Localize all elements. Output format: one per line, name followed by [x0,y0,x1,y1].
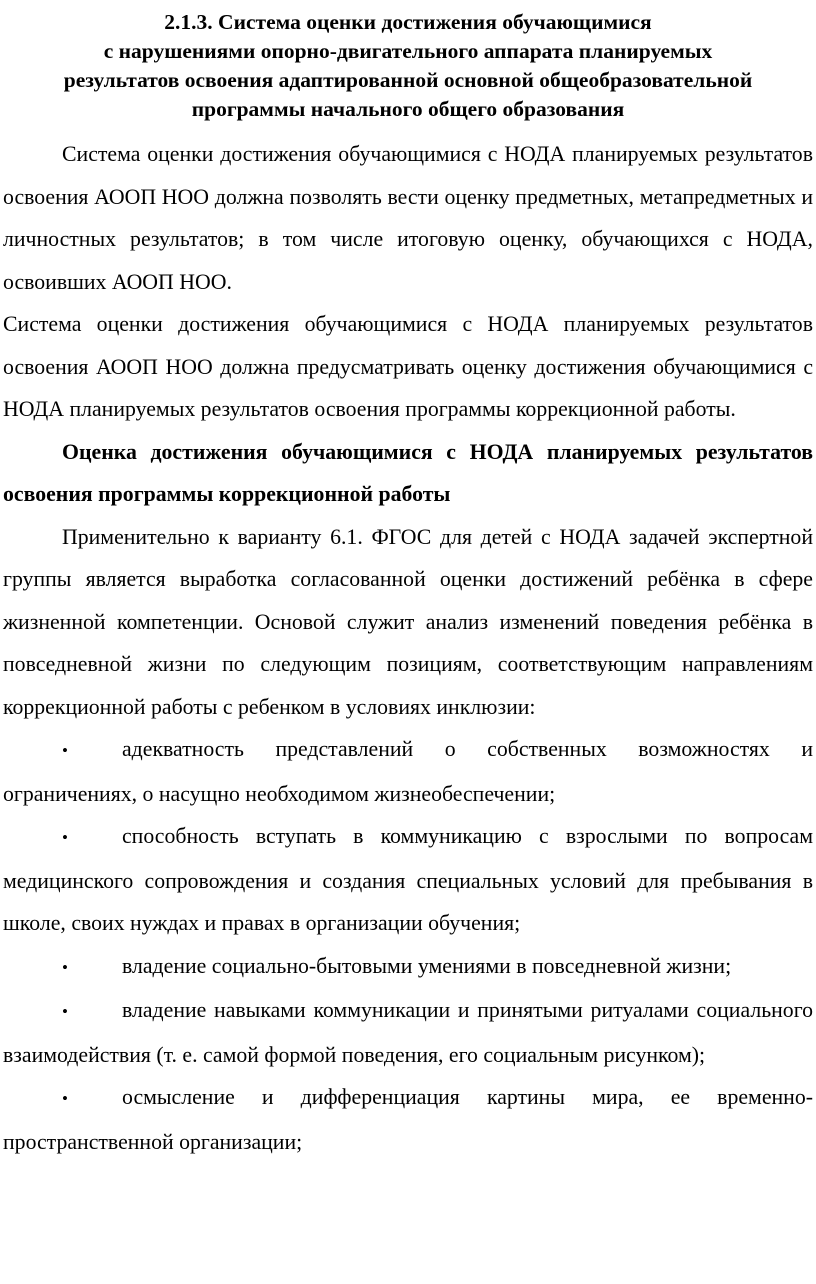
bullet-icon: • [62,1089,68,1108]
list-item [3,945,813,990]
list-item-text: владение социально-бытовыми умениями в повседневной жизни; [122,953,732,978]
document-page [3,0,813,1163]
bullet-icon: • [62,828,68,847]
heading-line-2: с нарушениями опорно-двигательного аппарата планируемых [103,39,713,63]
bullet-icon: • [62,741,68,760]
bullet-icon: • [62,957,68,977]
heading-line-4: программы начального общего образования [191,97,625,121]
heading-line-1: 2.1.3. Система оценки достижения обучающимися [164,10,652,34]
competence-list [3,728,813,1163]
section-heading [3,8,813,124]
bullet-icon: • [62,1002,68,1021]
paragraph-correction-program: Система оценки достижения обучающимися с НОДА планируемых результатов освоения АООП НОО должна предусматривать оценку достижения обучающимися с НОДА планируемых результатов освоения программы коррекционной работы. [3,312,813,421]
list-item-text: осмысление и дифференциация картины мира, ее временно-пространственной организации; [3,1085,813,1154]
paragraph-expert-group: Применительно к варианту 6.1. ФГОС для детей с НОДА задачей экспертной группы является выработка согласованной оценки достижений ребёнка в сфере жизненной компетенции. Основой служит анализ изменений поведения ребёнка в повседневной жизни по следующим позициям, соответствующим направлениям коррекционной работы с ребенком в условиях инклюзии: [3,524,813,719]
list-item-text: способность вступать в коммуникацию с взрослыми по вопросам медицинского сопровождения и создания специальных условий для пребывания в школе, своих нуждах и правах в организации обучения; [3,824,813,935]
paragraph-assessment-system: Система оценки достижения обучающимися с НОДА планируемых результатов освоения АООП НОО должна позволять вести оценку предметных, метапредметных и личностных результатов; в том числе итоговую оценку, обучающихся с НОДА, освоивших АООП НОО. [3,142,813,294]
subheading-correction-assessment: Оценка достижения обучающимися с НОДА планируемых результатов освоения программы коррекционной работы [3,439,813,506]
list-item-text: адекватность представлений о собственных возможностях и ограничениях, о насущно необходимом жизнеобеспечении; [3,737,813,806]
list-item [3,815,813,945]
list-item [3,989,813,1076]
heading-line-3: результатов освоения адаптированной основной общеобразовательной [63,68,753,92]
list-item-text: владение навыками коммуникации и принятыми ритуалами социального взаимодействия (т. е. самой формой поведения, его социальным рисунком); [3,998,813,1067]
list-item [3,728,813,815]
list-item [3,1076,813,1163]
